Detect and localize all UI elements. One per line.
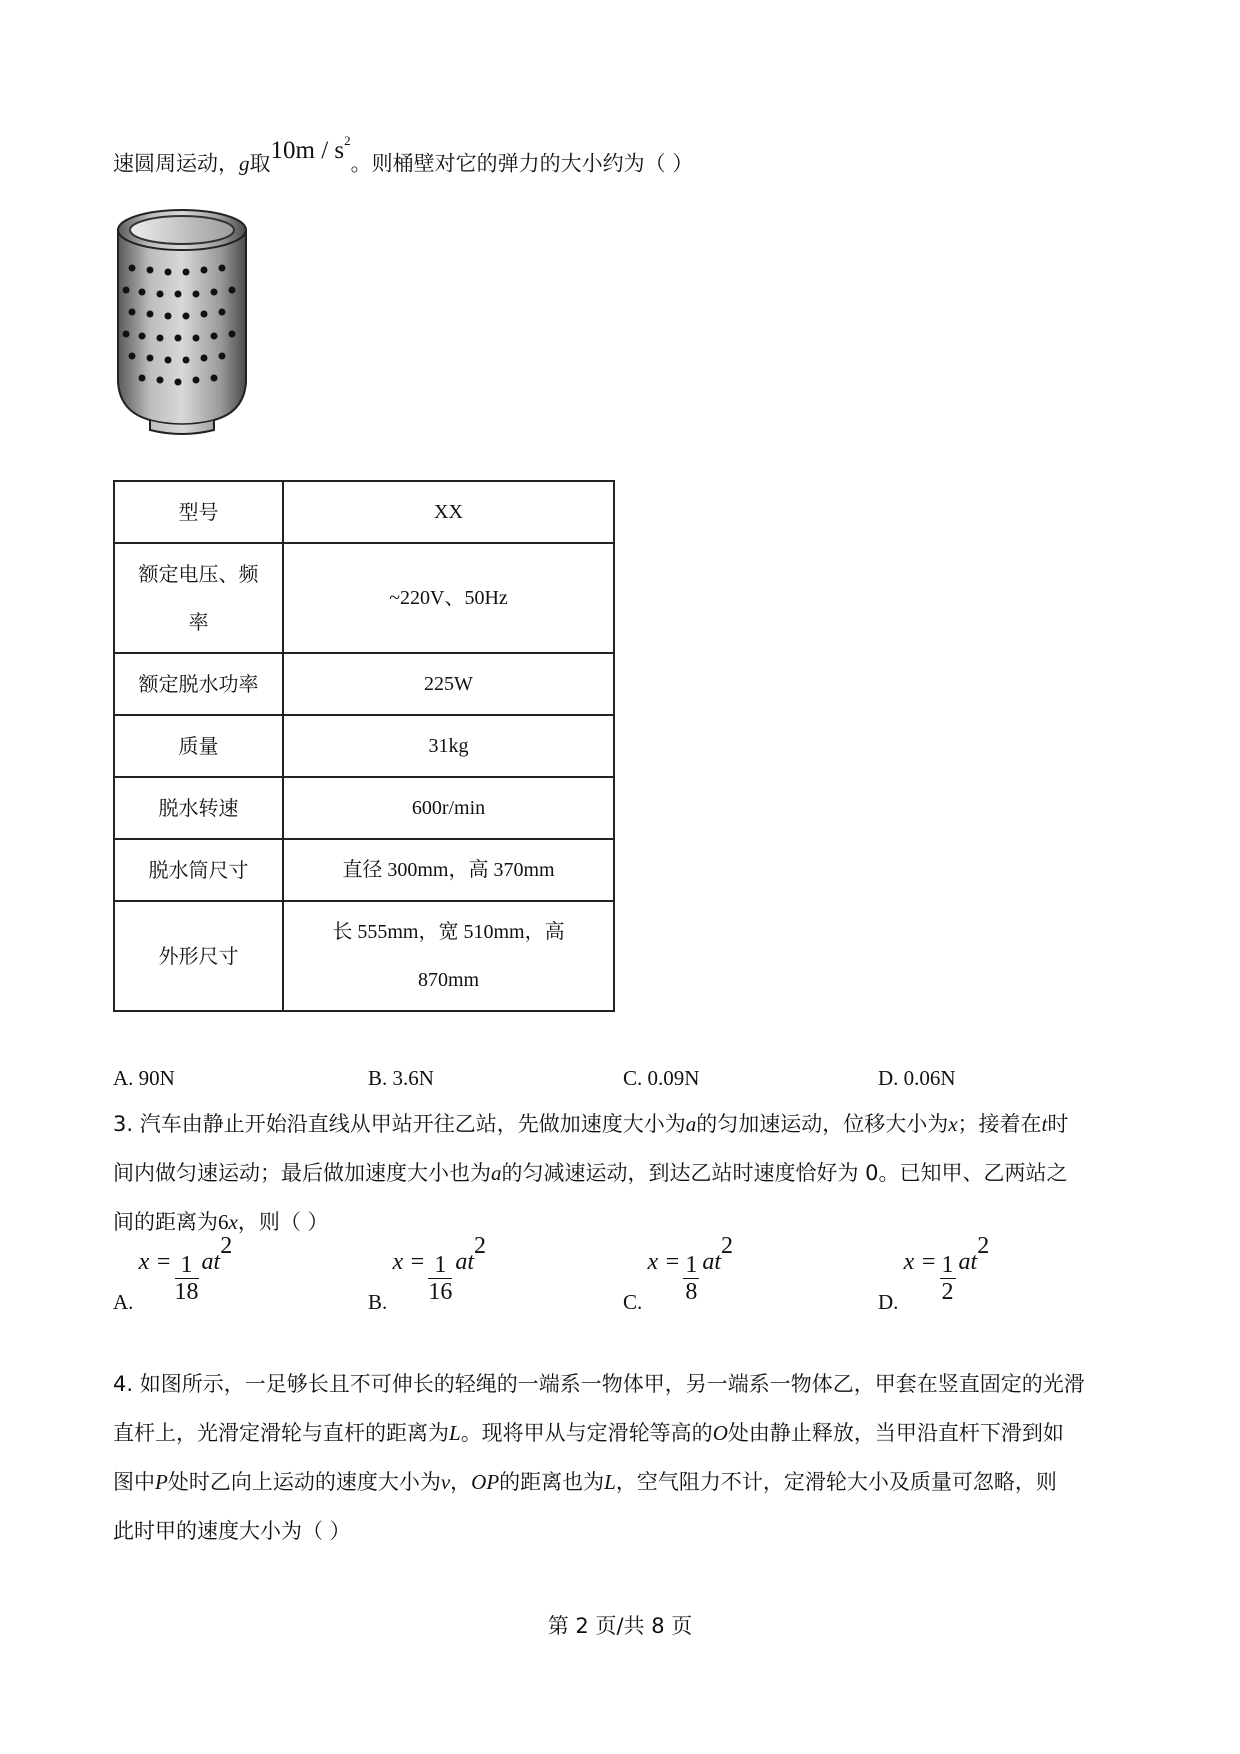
table-value: 225W xyxy=(283,653,614,715)
gravity-unit: $10m / s^2$ xyxy=(270,133,351,165)
table-value: 600r/min xyxy=(283,777,614,839)
table-value: XX xyxy=(283,481,614,543)
table-row xyxy=(114,653,614,715)
option-b[interactable]: B. x = $\frac{1}{16}$ $at^2$ xyxy=(368,1233,487,1315)
q4-line-3: 图中P处时乙向上运动的速度大小为v，OP的距离也为L，空气阻力不计，定滑轮大小及质量可忽略，则 xyxy=(113,1470,1057,1494)
table-value: ~220V、50Hz xyxy=(283,543,614,653)
option-d[interactable]: D. x = $\frac{1}{2}$ $at^2$ xyxy=(878,1233,990,1315)
q4-line-4: 此时甲的速度大小为（ ） xyxy=(113,1519,351,1543)
q2-text: 取 xyxy=(249,151,271,176)
table-label: 额定脱水功率 xyxy=(114,653,283,715)
table-row xyxy=(114,715,614,777)
option-a[interactable]: A. x = $\frac{1}{18}$ $at^2$ xyxy=(113,1233,233,1315)
page-footer: 第 2 页/共 8 页 xyxy=(547,1614,693,1638)
q4-line-2: 直杆上，光滑定滑轮与直杆的距离为L。现将甲从与定滑轮等高的O处由静止释放，当甲沿直杆下滑到如 xyxy=(113,1421,1064,1445)
q3-line-2: 间内做匀速运动；最后做加速度大小也为a的匀减速运动，到达乙站时速度恰好为 0。已知甲、乙两站之 xyxy=(113,1161,1068,1185)
table-label: 脱水筒尺寸 xyxy=(114,839,283,901)
option-c[interactable]: C. 0.09N xyxy=(623,1066,700,1090)
table-label: 脱水转速 xyxy=(114,777,283,839)
table-label: 外形尺寸 xyxy=(114,901,283,1011)
q4-line-1: 4. 如图所示，一足够长且不可伸长的轻绳的一端系一物体甲，另一端系一物体乙，甲套在竖直固定的光滑 xyxy=(113,1372,1085,1396)
table-value: 长 555mm，宽 510mm，高 870mm xyxy=(283,901,614,1011)
option-b[interactable]: B. 3.6N xyxy=(368,1066,434,1090)
q2-text-line xyxy=(113,133,694,177)
option-c[interactable]: C. x = $\frac{1}{8}$ $at^2$ xyxy=(623,1233,734,1315)
q2-text: 。则桶壁对它的弹力的大小约为（ ） xyxy=(350,151,694,176)
table-row xyxy=(114,901,614,1011)
table-value: 31kg xyxy=(283,715,614,777)
spin-drum-figure xyxy=(112,206,252,438)
table-label: 质量 xyxy=(114,715,283,777)
table-label: 型号 xyxy=(114,481,283,543)
option-a[interactable]: A. 90N xyxy=(113,1066,175,1090)
table-row xyxy=(114,481,614,543)
table-row xyxy=(114,839,614,901)
spec-table xyxy=(113,480,615,1012)
option-d[interactable]: D. 0.06N xyxy=(878,1066,956,1090)
table-label: 额定电压、频 率 xyxy=(114,543,283,653)
var-g: g xyxy=(239,151,250,176)
q3-line-1: 3. 汽车由静止开始沿直线从甲站开往乙站，先做加速度大小为a的匀加速运动，位移大小为x；接着在t时 xyxy=(113,1112,1069,1136)
q3-line-3: 间的距离为6x，则（ ） xyxy=(113,1210,329,1234)
table-row xyxy=(114,543,614,653)
table-value: 直径 300mm，高 370mm xyxy=(283,839,614,901)
q2-text: 速圆周运动， xyxy=(113,151,239,176)
table-row xyxy=(114,777,614,839)
